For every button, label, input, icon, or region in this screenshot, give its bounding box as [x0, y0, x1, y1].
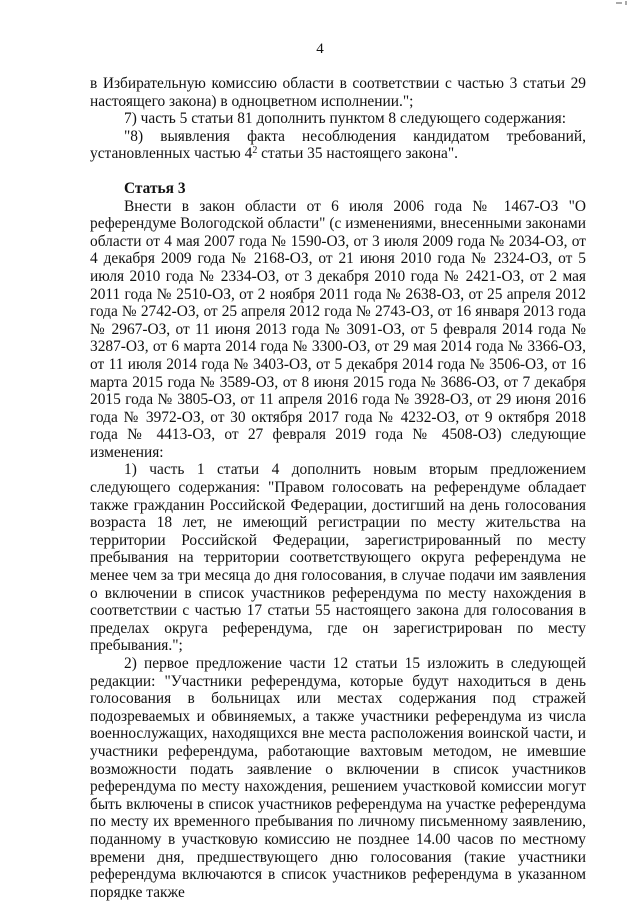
paragraph-item-8: [90, 128, 586, 163]
article-heading: Статья 3: [124, 179, 186, 197]
scan-corner-mark: [614, 0, 634, 6]
paragraph-item-8-text: "8) выявления факта несоблюдения кандидатом требований, установленных частью 4: [90, 127, 586, 163]
paragraph-continuation: в Избирательную комиссию области в соответствии с частью 3 статьи 29 настоящего закона) в одноцветном исполнении.";: [90, 75, 586, 110]
paragraph-change-2: 2) первое предложение части 12 статьи 15 изложить в следующей редакции: "Участники референдума, которые будут находиться в день голосования в больницах или местах содержания под стражей подозреваемых и обвиняемых, а также участники референдума из числа военнослужащих, находящихся вне места расположения воинской части, и участники референдума, работающие вахтовым методом, не имевшие возможности подать заявление о включении в список участников референдума по месту нахождения, решением участковой комиссии могут быть включены в список участников референдума на участке референдума по месту их временного пребывания по личному письменному заявлению, поданному в участковую комиссию не позднее 14.00 часов по местному времени дня, предшествующего дню голосования (такие участники референдума включаются в список участников референдума в указанном порядке также: [90, 655, 586, 901]
superscript-number: 2: [252, 145, 258, 157]
document-body: [90, 75, 586, 901]
paragraph-article-intro: Внести в закон области от 6 июля 2006 года № 1467-ОЗ "О референдуме Вологодской области" (с изменениями, внесенными законами области от 4 мая 2007 года № 1590-ОЗ, от 3 июля 2009 года № 2034-ОЗ, от 4 декабря 2009 года № 2168-ОЗ, от 21 июня 2010 года № 2324-ОЗ, от 5 июля 2010 года № 2334-ОЗ, от 3 декабря 2010 года № 2421-ОЗ, от 2 мая 2011 года № 2510-ОЗ, от 2 ноября 2011 года № 2638-ОЗ, от 25 апреля 2012 года № 2742-ОЗ, от 25 апреля 2012 года № 2743-ОЗ, от 16 января 2013 года № 2967-ОЗ, от 11 июня 2013 года № 3091-ОЗ, от 5 февраля 2014 года № 3287-ОЗ, от 6 марта 2014 года № 3300-ОЗ, от 29 мая 2014 года № 3366-ОЗ, от 11 июля 2014 года № 3403-ОЗ, от 5 декабря 2014 года № 3506-ОЗ, от 16 марта 2015 года № 3589-ОЗ, от 8 июня 2015 года № 3686-ОЗ, от 7 декабря 2015 года № 3805-ОЗ, от 11 апреля 2016 года № 3928-ОЗ, от 29 июня 2016 года № 3972-ОЗ, от 30 октября 2017 года № 4232-ОЗ, от 9 октября 2018 года № 4413-ОЗ, от 27 февраля 2019 года № 4508-ОЗ) следующие изменения:: [90, 197, 586, 461]
paragraph-item-8-tail: статьи 35 настоящего закона".: [257, 145, 458, 163]
paragraph-change-1: 1) часть 1 статьи 4 дополнить новым вторым предложением следующего содержания: "Правом голосовать на референдуме обладает также гражданин Российской Федерации, достигший на день голосования возраста 18 лет, не имеющий регистрации по месту жительства на территории Российской Федерации, зарегистрированный по месту пребывания на территории соответствующего округа референдума не менее чем за три месяца до дня голосования, в случае подачи им заявления о включении в список участников референдума по месту нахождения в соответствии с частью 17 статьи 55 настоящего закона для голосования в пределах округа референдума, где он зарегистрирован по месту пребывания.";: [90, 461, 586, 655]
page-number: 4: [316, 41, 324, 57]
paragraph-item-7: 7) часть 5 статьи 81 дополнить пунктом 8 следующего содержания:: [124, 110, 566, 128]
